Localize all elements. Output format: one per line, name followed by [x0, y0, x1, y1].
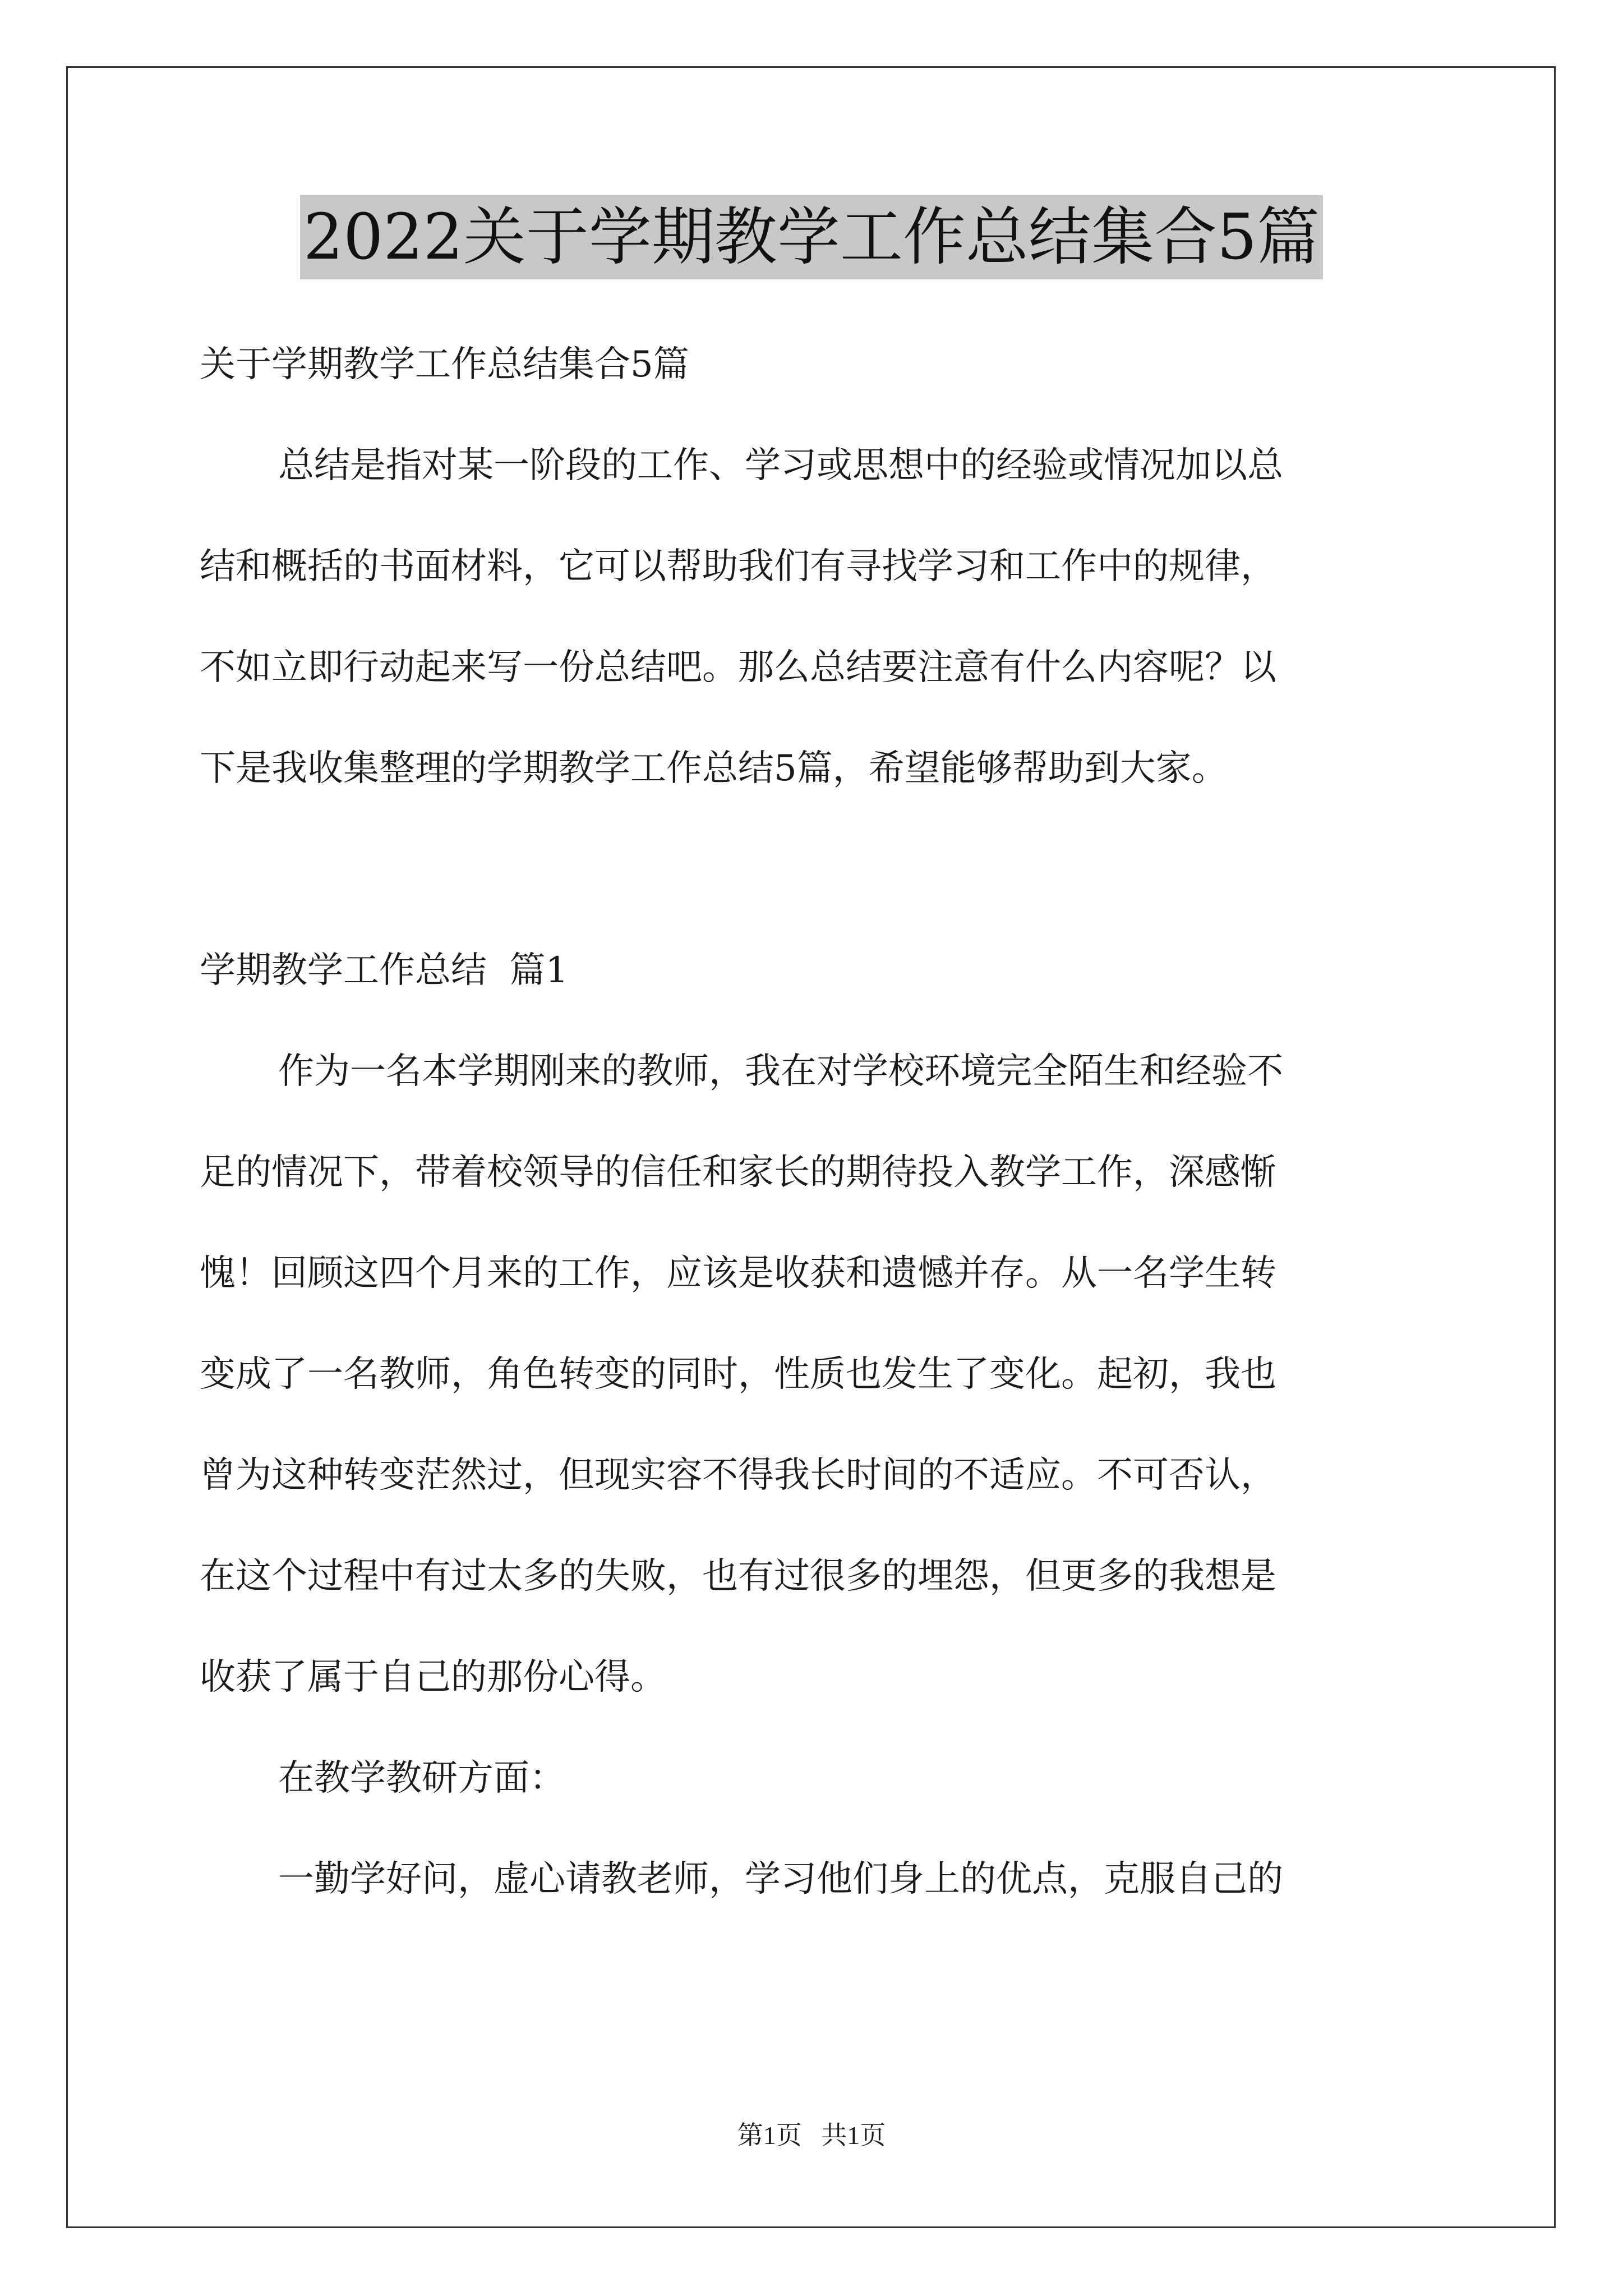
last-line: 一勤学好问，虚心请教老师，学习他们身上的优点，克服自己的: [278, 1858, 1283, 1900]
document-body: [200, 314, 1433, 1930]
section-line-4: 变成了一名教师，角色转变的同时，性质也发生了变化。起初，我也: [200, 1354, 1276, 1395]
document-title: 2022关于学期教学工作总结集合5篇: [300, 195, 1323, 279]
intro-line-3: 不如立即行动起来写一份总结吧。那么总结要注意有什么内容呢？以: [200, 647, 1276, 688]
section-line-2: 足的情况下，带着校领导的信任和家长的期待投入教学工作，深感惭: [200, 1152, 1276, 1193]
section-line-1: 作为一名本学期刚来的教师，我在对学校环境完全陌生和经验不: [278, 1051, 1283, 1092]
section-line-5: 曾为这种转变茫然过，但现实容不得我长时间的不适应。不可否认，: [200, 1455, 1276, 1496]
section-line-3: 愧！回顾这四个月来的工作，应该是收获和遗憾并存。从一名学生转: [200, 1253, 1276, 1294]
section-heading: 学期教学工作总结 篇1: [200, 950, 569, 991]
section-line-6: 在这个过程中有过太多的失败，也有过很多的埋怨，但更多的我想是: [200, 1556, 1276, 1597]
intro-line-4: 下是我收集整理的学期教学工作总结5篇，希望能够帮助到大家。: [200, 748, 1228, 789]
section-line-7: 收获了属于自己的那份心得。: [200, 1657, 666, 1698]
page-footer: 第1页 共1页: [737, 2121, 886, 2150]
intro-line-2: 结和概括的书面材料，它可以帮助我们有寻找学习和工作中的规律，: [200, 546, 1276, 587]
title-container: [0, 195, 1623, 279]
section-gap: [200, 819, 1433, 920]
subheading: 在教学教研方面：: [278, 1757, 565, 1799]
intro-line-1: 总结是指对某一阶段的工作、学习或思想中的经验或情况加以总: [278, 445, 1283, 486]
subtitle: 关于学期教学工作总结集合5篇: [200, 344, 689, 385]
